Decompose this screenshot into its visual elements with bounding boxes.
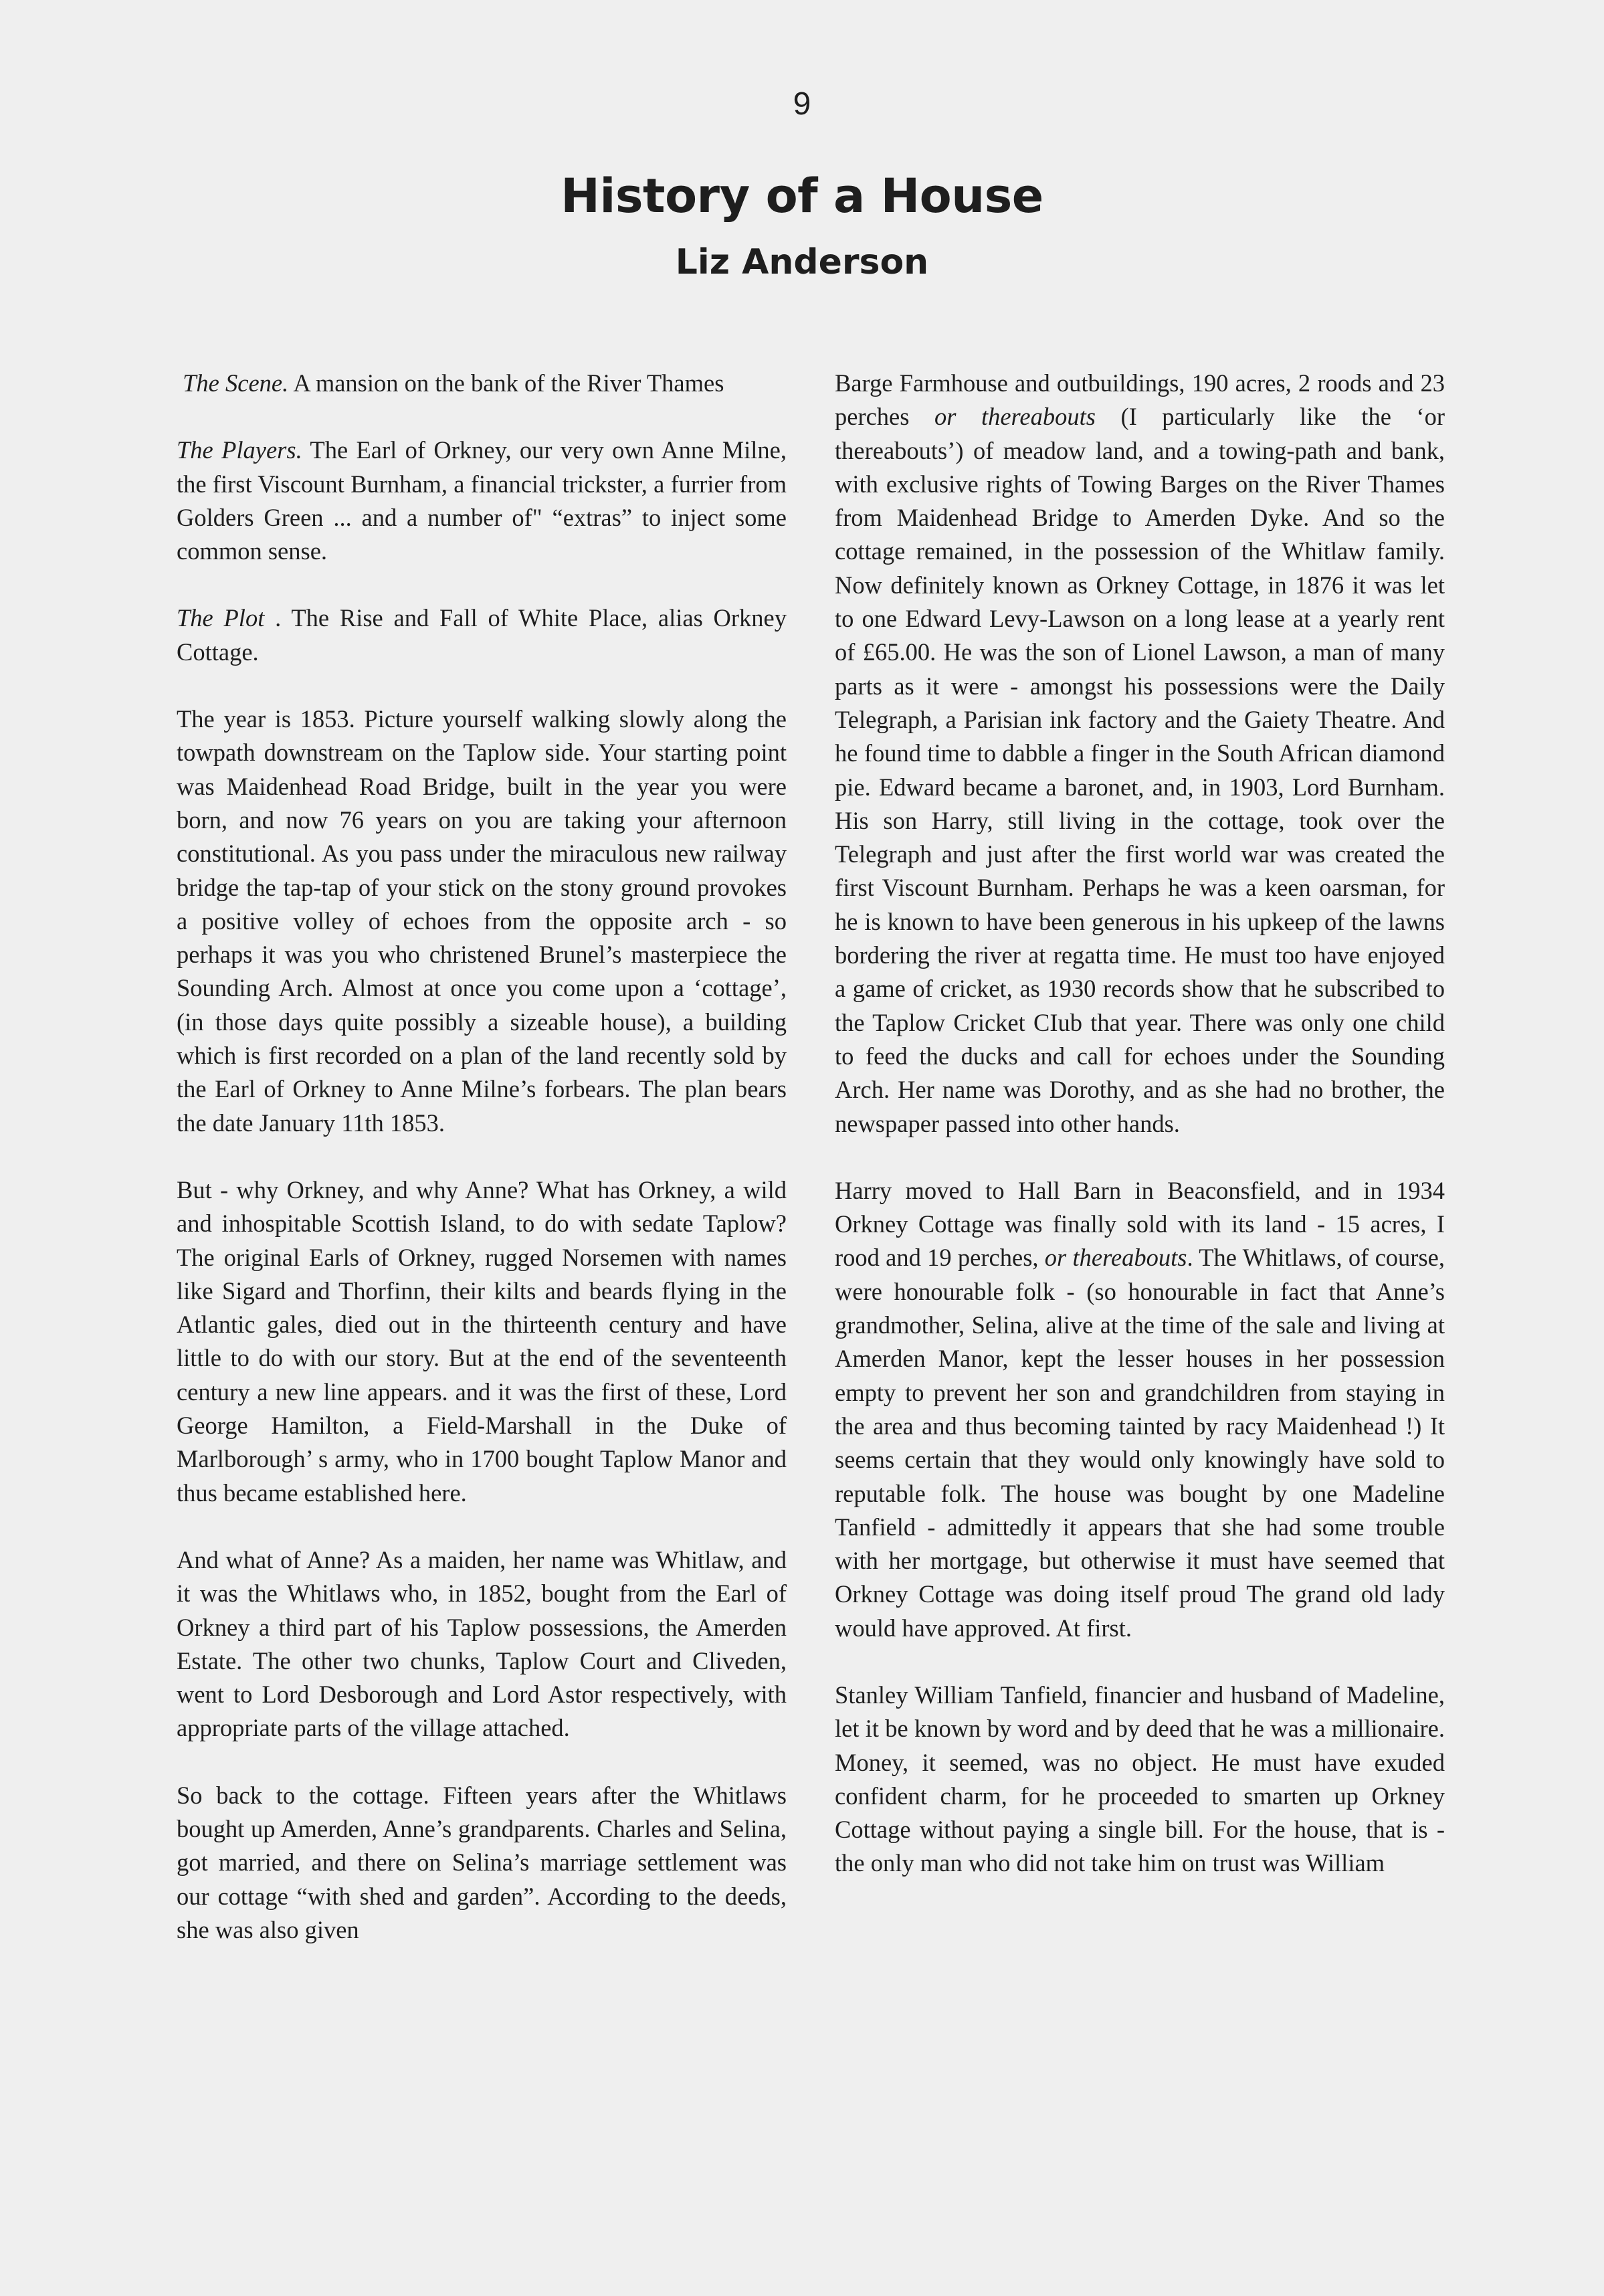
paragraph-plot (177, 601, 787, 669)
article-title: History of a House (561, 169, 1043, 223)
scene-label: The Scene. (183, 369, 289, 397)
players-label: The Players. (177, 436, 302, 464)
text-run: Harry moved to Hall Barn in Beaconsfield, and in 1934 Orkney Cottage was finally sold with its land - 15 acres, I rood and 19 perches, (835, 1176, 1445, 1272)
plot-label: The Plot (177, 604, 265, 632)
text-run: (I particularly like the ‘or thereabouts’) of meadow land, and a towing-path and bank, with exclusive rights of Towing Barges on the River Thames from Maidenhead Bridge to Amerden Dyke. And so the cottage remained, in the possession of the Whitlaw family. Now definitely known as Orkney Cottage, in 1876 it was let to one Edward Levy-Lawson on a long lease at a yearly rent of £65.00. He was the son of Lionel Lawson, a man of many parts as it were - amongst his possessions were the Daily Telegraph, a Parisian ink factory and the Gaiety Theatre. And he found time to dabble a finger in the South African diamond pie. Edward became a baronet, and, in 1903, Lord Burnham. His son Harry, still living in the cottage, took over the Telegraph and just after the first world war was created the first Viscount Burnham. Perhaps he was a keen oarsman, for he is known to have been generous in his upkeep of the lawns bordering the river at regatta time. He must too have enjoyed a game of cricket, as 1930 records show that he subscribed to the Taplow Cricket CIub that year. There was only one child to feed the ducks and call for echoes under the Sounding Arch. Her name was Dorothy, and as she had no brother, the newspaper passed into other hands. (835, 403, 1445, 1137)
paragraph-1853: The year is 1853. Picture yourself walking slowly along the towpath downstream on the Taplow side. Your starting point was Maidenhead Road Bridge, built in the year you were born, and now 76 years on you are taking your afternoon constitutional. As you pass under the miraculous new railway bridge the tap-tap of your stick on the stony ground provokes a positive volley of echoes from the opposite arch - so perhaps it was you who christened Brunel’s masterpiece the Sounding Arch. Almost at once you come upon a ‘cottage’, (in those days quite possibly a sizeable house), a building which is first recorded on a plan of the land recently sold by the Earl of Orkney to Anne Milne’s forbears. The plan bears the date January 11th 1853. (177, 705, 787, 1137)
paragraph-what-of-anne: And what of Anne? As a maiden, her name was Whitlaw, and it was the Whitlaws who, in 1852, bought from the Earl of Orkney a third part of his Taplow possessions, the Amerden Estate. The other two chunks, Taplow Court and Cliveden, went to Lord Desborough and Lord Astor respectively, with appropriate parts of the village attached. (177, 1545, 787, 1742)
page-number: 9 (793, 86, 811, 122)
text-run: . The Whitlaws, of course, were honourable folk - (so honourable in fact that Anne’s grandmother, Selina, alive at the time of the sale and living at Amerden Manor, kept the lesser houses in her possession empty to prevent her son and grandchildren from staying in the area and thus becoming tainted by racy Maidenhead !) It seems certain that they would only knowingly have sold to reputable folk. The house was bought by one Madeline Tanfield - admittedly it appears that she had some trouble with her mortgage, but otherwise it must have seemed that Orkney Cottage was doing itself proud The grand old lady would have approved. At first. (835, 1244, 1445, 1642)
text-run-italic: or thereabouts (1044, 1244, 1187, 1272)
paragraph-players (177, 434, 787, 568)
article-author: Liz Anderson (675, 242, 929, 282)
players-text: The Earl of Orkney, our very own Anne Milne, the first Viscount Burnham, a financial trickster, a furrier from Golders Green ... and a number of" “extras” to inject some common sense. (177, 436, 787, 565)
paragraph-barge-farmhouse (835, 367, 1445, 1141)
paragraph-back-to-cottage: So back to the cottage. Fifteen years after the Whitlaws bought up Amerden, Anne’s grandparents. Charles and Selina, got married, and there on Selina’s marriage settlement was our cottage “with shed and garden”. According to the deeds, she was also given (177, 1781, 787, 1943)
paragraph-scene (177, 367, 787, 400)
left-column (177, 367, 787, 1947)
paragraph-tanfield: Stanley William Tanfield, financier and husband of Madeline, let it be known by word and by deed that he was a millionaire. Money, it seemed, was no object. He must have exuded confident charm, for he proceeded to smarten up Orkney Cottage without paying a single bill. For the house, that is - the only man who did not take him on trust was William (835, 1681, 1445, 1877)
text-run-italic: or thereabouts (934, 403, 1096, 431)
paragraph-hall-barn (835, 1174, 1445, 1645)
paragraph-why-orkney: But - why Orkney, and why Anne? What has Orkney, a wild and inhospitable Scottish Island, to do with sedate Taplow? The original Earls of Orkney, rugged Norsemen with names like Sigard and Thorfinn, their kilts and beards flying in the Atlantic gales, died out in the thirteenth century and have little to do with our story. But at the end of the seventeenth century a new line appears. and it was the first of these, Lord George Hamilton, a Field-Marshall in the Duke of Marlborough’ s army, who in 1700 bought Taplow Manor and thus became established here. (177, 1175, 787, 1507)
text-run: Barge Farmhouse and outbuildings, 190 acres, 2 roods and 23 perches (835, 369, 1445, 431)
plot-text: . The Rise and Fall of White Place, alias Orkney Cottage. (177, 604, 787, 666)
scene-text: A mansion on the bank of the River Thames (293, 369, 724, 397)
right-column (835, 367, 1445, 1881)
